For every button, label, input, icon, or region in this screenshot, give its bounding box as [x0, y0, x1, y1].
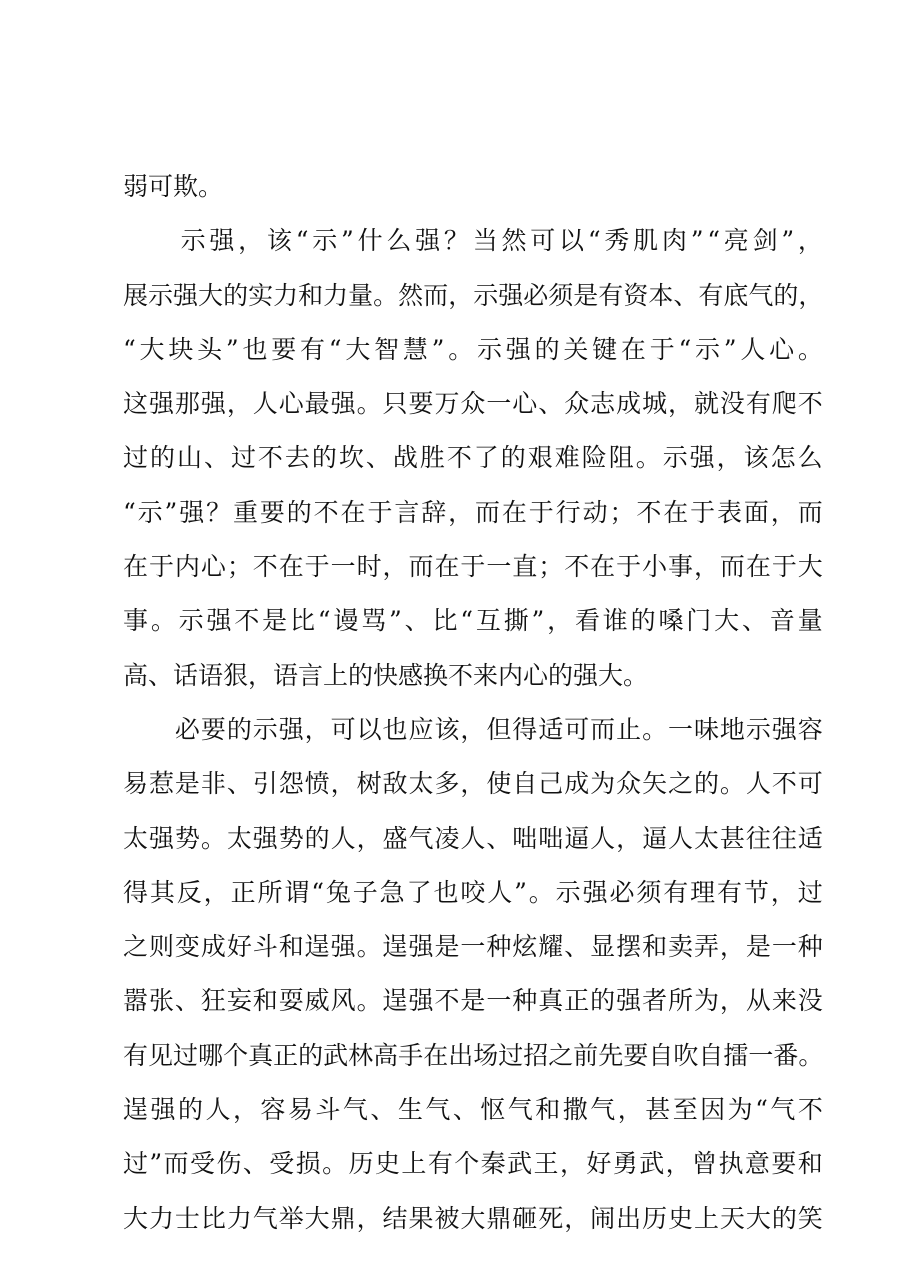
text-line: 嚣 张 、 狂 妄 和 耍 威 风 。 逞 强 不 是 一 种 真 正 的 强 者 所 为 ， 从 来 没	[123, 986, 823, 1016]
text-line: 大 力 士 比 力 气 举 大 鼎 ， 结 果 被 大 鼎 砸 死 ， 闹 出 历 史 上 天 大 的 笑	[123, 1203, 823, 1233]
text-line: 事 。 示 强 不 是 比 “ 谩 骂 ” 、 比 “ 互 撕 ” ， 看 谁 的 嗓 门 大 、 音 量	[123, 606, 823, 636]
text-line: 展 示 强 大 的 实 力 和 力 量 。 然 而 ， 示 强 必 须 是 有 资 本 、 有 底 气 的 ，	[123, 280, 824, 310]
paragraph-first-line: 必 要 的 示 强 ， 可 以 也 应 该 ， 但 得 适 可 而 止 。 一 味 地 示 强 容	[174, 714, 823, 744]
paragraph-first-line: 示 强 ， 该 “ 示 ” 什 么 强 ？ 当 然 可 以 “ 秀 肌 肉 ” “ 亮 剑 ” ，	[180, 226, 823, 256]
text-line: 有 见 过 哪 个 真 正 的 武 林 高 手 在 出 场 过 招 之 前 先 要 自 吹 自 擂 一 番 。	[123, 1040, 824, 1070]
text-line: 在 于 内 心 ； 不 在 于 一 时 ， 而 在 于 一 直 ； 不 在 于 小 事 ， 而 在 于 大	[123, 552, 823, 582]
text-line: 高、话语狠，语言上的快感换不来内心的强大。	[123, 660, 649, 690]
text-line: 过 的 山 、 过 不 去 的 坎 、 战 胜 不 了 的 艰 难 险 阻 。 示 强 ， 该 怎 么	[123, 443, 823, 473]
text-line: “ 示 ” 强 ？ 重 要 的 不 在 于 言 辞 ， 而 在 于 行 动 ； 不 在 于 表 面 ， 而	[123, 497, 823, 527]
text-line: 得 其 反 ， 正 所 谓 “ 兔 子 急 了 也 咬 人 ” 。 示 强 必 须 有 理 有 节 ， 过	[123, 877, 823, 907]
text-line: 弱可欺。	[123, 172, 224, 201]
body-text	[123, 160, 823, 1246]
text-line: 逞 强 的 人 ， 容 易 斗 气 、 生 气 、 怄 气 和 撒 气 ， 甚 至 因 为 “ 气 不	[123, 1095, 823, 1125]
text-line: 易 惹 是 非 、 引 怨 愤 ， 树 敌 太 多 ， 使 自 己 成 为 众 矢 之 的 。 人 不 可	[123, 769, 823, 799]
text-line: 太 强 势 。 太 强 势 的 人 ， 盛 气 凌 人 、 咄 咄 逼 人 ， 逼 人 太 甚 往 往 适	[123, 823, 823, 853]
text-line: 这 强 那 强 ， 人 心 最 强 。 只 要 万 众 一 心 、 众 志 成 城 ， 就 没 有 爬 不	[123, 389, 823, 419]
text-line: 过 ” 而 受 伤 、 受 损 。 历 史 上 有 个 秦 武 王 ， 好 勇 武 ， 曾 执 意 要 和	[123, 1149, 823, 1179]
text-line: 之 则 变 成 好 斗 和 逞 强 。 逞 强 是 一 种 炫 耀 、 显 摆 和 卖 弄 ， 是 一 种	[123, 932, 823, 962]
text-line: “ 大 块 头 ” 也 要 有 “ 大 智 慧 ” 。 示 强 的 关 键 在 于 “ 示 ” 人 心 。	[123, 334, 823, 364]
